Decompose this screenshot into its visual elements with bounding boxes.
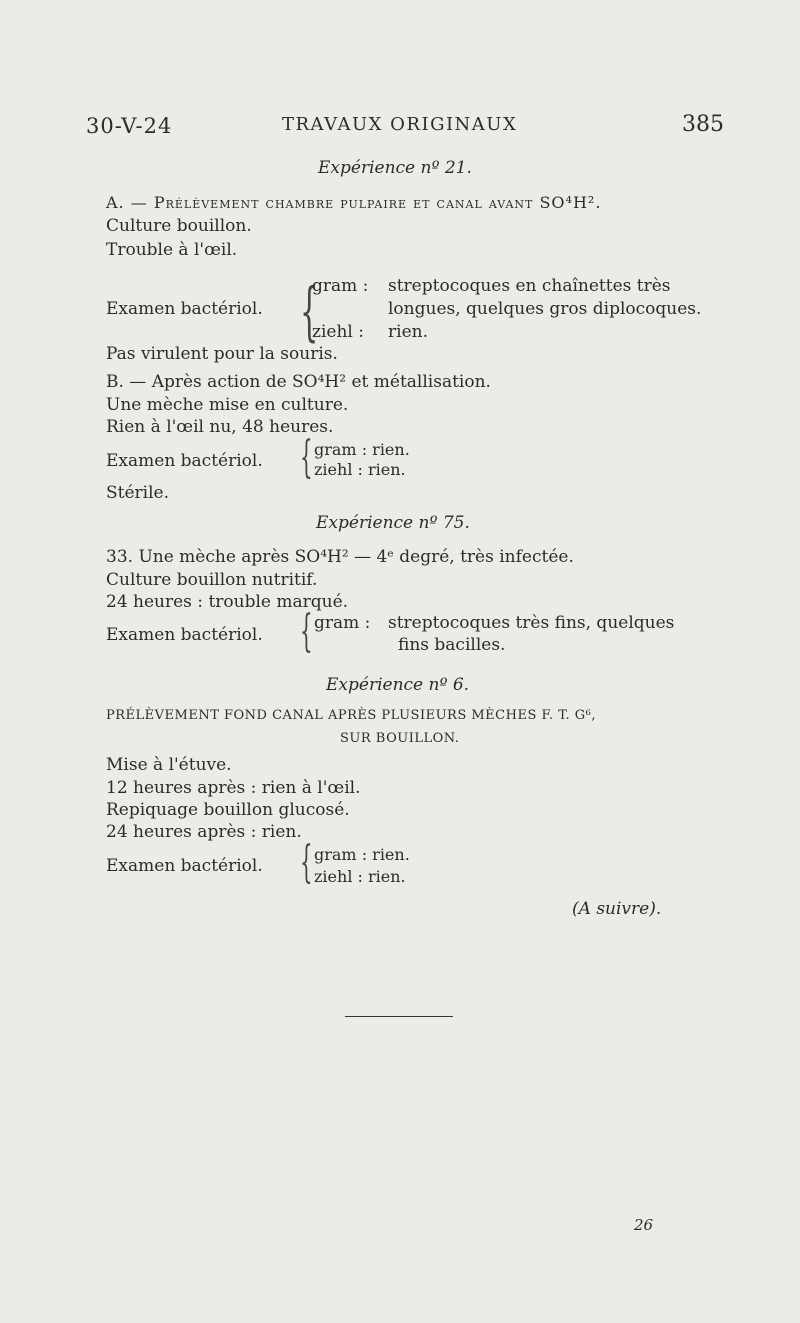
exp21-b-brace: {	[300, 432, 313, 483]
exp21-gram-key: gram :	[312, 276, 369, 296]
exp21-ziehl-key: ziehl :	[312, 322, 364, 342]
exp6-exam-label: Examen bactériol.	[106, 856, 263, 876]
exp6-line-3: Repiquage bouillon glucosé.	[106, 800, 350, 820]
exp21-ziehl-value: rien.	[388, 322, 428, 342]
exp75-line-1: 33. Une mèche après SO⁴H² — 4ᵉ degré, très infectée.	[106, 547, 574, 567]
exp6-line-4: 24 heures après : rien.	[106, 822, 302, 842]
exp75-line-2: Culture bouillon nutritif.	[106, 570, 318, 590]
exp21-gram-value-2: longues, quelques gros diplocoques.	[388, 299, 702, 319]
exp75-brace: {	[300, 606, 313, 657]
exp6-gram: gram : rien.	[314, 845, 410, 864]
exp75-exam-label: Examen bactériol.	[106, 625, 263, 645]
exp21-trouble-line: Trouble à l'œil.	[106, 240, 238, 260]
exp75-line-3: 24 heures : trouble marqué.	[106, 592, 349, 612]
header-date: 30-V-24	[86, 114, 173, 138]
exp21-rien-line: Rien à l'œil nu, 48 heures.	[106, 417, 334, 437]
exp6-line-1: Mise à l'étuve.	[106, 755, 232, 775]
exp21-section-a-heading: A. — Prélèvement chambre pulpaire et canal avant SO⁴H².	[106, 193, 602, 212]
header-journal-title: TRAVAUX ORIGINAUX	[282, 114, 518, 135]
exp6-heading-1: PRÉLÈVEMENT FOND CANAL APRÈS PLUSIEURS MÈCHES F. T. G⁶,	[106, 708, 596, 723]
exp21-title: Expérience nº 21.	[318, 158, 472, 178]
section-divider	[345, 1016, 453, 1017]
signature-mark: 26	[634, 1216, 654, 1234]
exp6-brace: {	[300, 837, 313, 888]
exp21-sterile-line: Stérile.	[106, 483, 170, 503]
exp21-virulent-line: Pas virulent pour la souris.	[106, 344, 338, 364]
exp21-b-exam-label: Examen bactériol.	[106, 451, 263, 471]
exp6-title: Expérience nº 6.	[326, 675, 470, 695]
exp6-heading-2: SUR BOUILLON.	[340, 731, 460, 746]
to-be-continued: (A suivre).	[572, 899, 662, 919]
exp21-section-b-heading: B. — Après action de SO⁴H² et métallisation.	[106, 372, 491, 392]
exp75-title: Expérience nº 75.	[316, 513, 470, 533]
exp6-line-2: 12 heures après : rien à l'œil.	[106, 778, 361, 798]
exp21-culture-line: Culture bouillon.	[106, 216, 252, 236]
exp21-brace: {	[300, 275, 319, 349]
exp75-gram-key: gram :	[314, 613, 371, 633]
exp21-b-gram: gram : rien.	[314, 440, 410, 459]
header-page-number: 385	[682, 112, 724, 137]
exp6-ziehl: ziehl : rien.	[314, 867, 406, 886]
exp21-meche-line: Une mèche mise en culture.	[106, 395, 349, 415]
exp21-b-ziehl: ziehl : rien.	[314, 460, 406, 479]
exp75-gram-value-2: fins bacilles.	[398, 635, 506, 655]
exp75-gram-value-1: streptocoques très fins, quelques	[388, 613, 675, 633]
exp21-gram-value-1: streptocoques en chaînettes très	[388, 276, 671, 296]
exp21-exam-label: Examen bactériol.	[106, 299, 263, 319]
